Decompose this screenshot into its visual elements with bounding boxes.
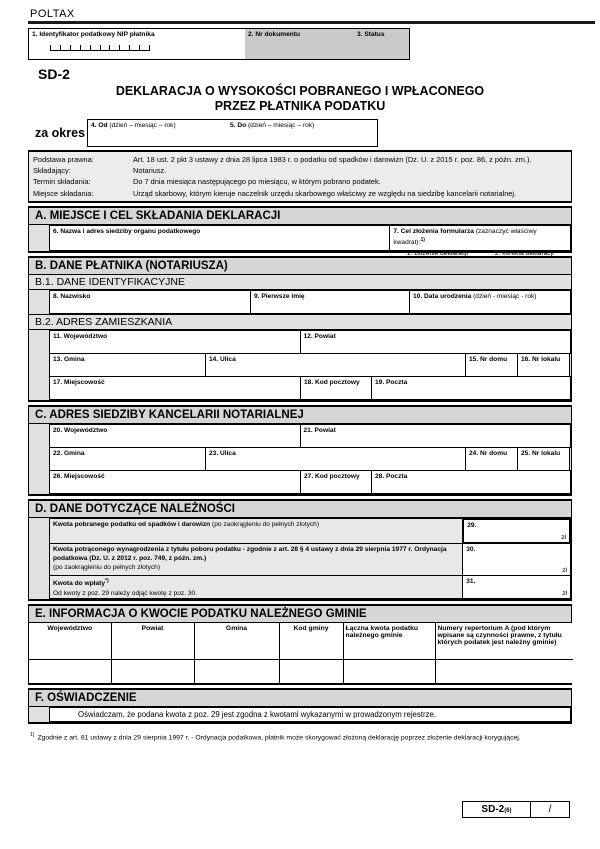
office-county-field[interactable]: [300, 424, 571, 448]
form-title-line1: DEKLARACJA O WYSOKOŚCI POBRANEGO I WPŁACONEGO: [115, 84, 485, 98]
nip-field[interactable]: [29, 29, 246, 59]
header-rule: [28, 21, 595, 24]
legal-basis-box: [28, 150, 572, 204]
amount-collected-unit: zł: [561, 534, 566, 542]
nip-field-label: 1. Identyfikator podatkowy NIP płatnika: [32, 31, 155, 38]
amount-collected-label-cell: [49, 518, 463, 544]
residence-house-number-label: 15. Nr domu: [469, 356, 508, 364]
residence-post-office-label: 19. Poczta: [375, 379, 408, 387]
commune-tax-table: [29, 623, 573, 683]
residence-street-field[interactable]: [205, 353, 466, 377]
residence-commune-field[interactable]: [49, 353, 206, 377]
office-commune-field[interactable]: [49, 447, 206, 471]
office-voivodeship-label: 20. Województwo: [53, 427, 108, 435]
date-to-label: 5. Do: [230, 121, 247, 129]
col-total-tax: Łączna kwota podatku należnego gminie: [343, 623, 435, 659]
remuneration-number: 30.: [466, 546, 476, 554]
section-a: [28, 206, 572, 258]
col-commune: Gmina: [194, 623, 279, 659]
surname-label: 8. Nazwisko: [53, 293, 91, 301]
col-voivodeship: Województwo: [29, 623, 111, 659]
office-flat-number-label: 25. Nr lokalu: [521, 450, 561, 458]
amount-collected-value-field[interactable]: [462, 518, 571, 544]
legal-row: [33, 154, 567, 165]
purpose-hint: (zaznaczyć właściwy kwadrat):: [393, 228, 537, 246]
legal-row: [33, 165, 567, 176]
office-voivodeship-field[interactable]: [49, 424, 301, 448]
poltax-label: POLTAX: [30, 8, 75, 20]
section-f-title: F. OŚWIADCZENIE: [29, 690, 571, 707]
date-from-hint: (dzień – miesiąc – rok): [109, 121, 176, 129]
residence-county-label: 12. Powiat: [303, 333, 336, 341]
amount-payable-hint: Od kwoty z poz. 29 należy odjąć kwotę z poz. 30.: [53, 589, 198, 597]
footer-form-code: SD-2(6): [463, 802, 531, 817]
residence-postal-code-field[interactable]: [300, 376, 372, 400]
office-house-number-field[interactable]: [465, 447, 518, 471]
office-city-label: 26. Miejscowość: [53, 473, 105, 481]
col-repertory-numbers: Numery repertorium A (pod którym wpisane są czynności prawne, z tytułu których podatek jest należny gminie): [435, 623, 573, 659]
amount-payable-footnote-ref: *): [105, 578, 109, 585]
table-header-row: [29, 623, 573, 659]
amount-payable-label-cell: [49, 575, 463, 599]
section-e: [28, 604, 572, 685]
office-post-office-field[interactable]: [371, 470, 571, 494]
section-a-title: A. MIEJSCE I CEL SKŁADANIA DEKLARACJI: [29, 208, 571, 225]
surname-field[interactable]: [49, 290, 251, 314]
section-b1-title: B.1. DANE IDENTYFIKACYJNE: [29, 275, 571, 290]
section-b-title: B. DANE PŁATNIKA (NOTARIUSZA): [29, 258, 571, 275]
office-postal-code-label: 27. Kod pocztowy: [304, 473, 360, 481]
office-flat-number-field[interactable]: [517, 447, 570, 471]
form-title-line2: PRZEZ PŁATNIKA PODATKU: [214, 99, 386, 114]
section-d: [28, 499, 572, 601]
table-data-row: [29, 659, 573, 683]
date-to-hint: (dzień – miesiąc – rok): [247, 121, 315, 129]
residence-voivodeship-field[interactable]: [49, 330, 301, 354]
footnote: [28, 732, 572, 743]
first-name-field[interactable]: [250, 290, 410, 314]
legal-text: Notariusz.: [133, 165, 167, 175]
cell-commune-code[interactable]: [279, 659, 343, 683]
footer-page-number: /: [548, 804, 552, 815]
remuneration-hint: (po zaokrągleniu do pełnych złotych): [53, 563, 161, 571]
section-e-title: E. INFORMACJA O KWOCIE PODATKU NALEŻNEGO GMINIE: [29, 606, 571, 623]
cell-total-tax[interactable]: [343, 659, 435, 683]
purpose-footnote-ref: 1): [420, 236, 425, 243]
footnote-ref: 1): [30, 732, 35, 739]
birth-date-hint: (dzień - miesiąc - rok): [473, 293, 537, 301]
option-correction[interactable]: 2. korekta deklaracji: [494, 250, 554, 258]
col-county: Powiat: [111, 623, 194, 659]
legal-row: [33, 176, 567, 187]
residence-county-field[interactable]: [300, 330, 571, 354]
amount-collected-label: Kwota pobranego podatku od spadków i darowizn: [53, 521, 211, 529]
legal-text: Art. 18 ust. 2 pkt 3 ustawy z dnia 28 lipca 1983 r. o podatku od spadków i darowizn (Dz. U. z 2015 r. poz. 86, z późn. zm.).: [133, 154, 532, 164]
status-label: 3. Status: [357, 31, 385, 38]
office-street-label: 23. Ulica: [209, 450, 236, 458]
footer-form-version: (6): [504, 808, 512, 814]
residence-street-label: 14. Ulica: [209, 356, 236, 364]
office-city-field[interactable]: [49, 470, 301, 494]
residence-flat-number-label: 16. Nr lokalu: [521, 356, 561, 364]
purpose-field: [389, 225, 571, 258]
nip-comb-ticks[interactable]: [50, 45, 150, 51]
option-declaration[interactable]: 1. złożenie deklaracji: [406, 250, 468, 258]
tax-office-field[interactable]: [49, 225, 390, 251]
legal-label: Składający:: [33, 165, 71, 175]
residence-city-field[interactable]: [49, 376, 301, 400]
footnote-text: Zgodnie z art. 81 ustawy z dnia 29 sierpnia 1997 r. - Ordynacja podatkowa, płatnik może skorygować złożoną deklarację poprzez złożenie deklaracji korygującej.: [37, 734, 521, 742]
office-house-number-label: 24. Nr domu: [469, 450, 508, 458]
date-from-label: 4. Od: [91, 121, 108, 129]
cell-county[interactable]: [111, 659, 194, 683]
remuneration-value-field[interactable]: [462, 543, 571, 576]
remuneration-label-cell: [49, 543, 463, 576]
section-b: [28, 256, 572, 402]
office-street-field[interactable]: [205, 447, 466, 471]
office-commune-label: 22. Gmina: [53, 450, 85, 458]
remuneration-label: Kwota potrąconego wynagrodzenia z tytułu poboru podatku - zgodnie z art. 28 § 4 ustawy z dnia 29 sierpnia 1977 r. Ordynacja podatkowa (Dz. U. z 2012 r. poz. 749, z późn. zm.): [53, 546, 447, 562]
date-from-field[interactable]: [88, 120, 228, 146]
doc-number-label: 2. Nr dokumentu: [248, 31, 301, 38]
section-c: [28, 405, 572, 496]
legal-label: Miejsce składania:: [33, 188, 94, 198]
first-name-label: 9. Pierwsze imię: [254, 293, 305, 301]
date-to-field[interactable]: [227, 120, 377, 146]
doc-number-field: [245, 29, 355, 59]
residence-voivodeship-label: 11. Województwo: [53, 333, 108, 341]
residence-house-number-field[interactable]: [465, 353, 518, 377]
section-b2-title: B.2. ADRES ZAMIESZKANIA: [29, 314, 571, 330]
office-postal-code-field[interactable]: [300, 470, 372, 494]
amount-collected-hint: (po zaokrągleniu do pełnych złotych): [212, 521, 320, 529]
legal-text: Urząd skarbowy, którym kieruje naczelnik urzędu skarbowego właściwy ze względu na siedzibę kancelarii notarialnej.: [133, 188, 517, 198]
amount-payable-value-field[interactable]: [462, 575, 571, 599]
remuneration-unit: zł: [562, 567, 567, 575]
legal-label: Termin składania:: [33, 177, 91, 187]
form-code: SD-2: [38, 66, 70, 82]
legal-row: [33, 188, 567, 199]
legal-text: Do 7 dnia miesiąca następującego po miesiącu, w którym pobrano podatek.: [133, 177, 381, 187]
amount-collected-number: 29.: [467, 522, 477, 530]
period-row: [28, 119, 572, 147]
legal-label: Podstawa prawna:: [33, 154, 94, 164]
amount-payable-number: 31.: [466, 578, 476, 586]
cell-commune[interactable]: [194, 659, 279, 683]
section-f: [28, 688, 572, 724]
cell-repertory-numbers[interactable]: [435, 659, 573, 683]
tax-office-label: 6. Nazwa i adres siedziby organu podatkowego: [53, 228, 201, 236]
purpose-label: 7. Cel złożenia formularza: [393, 228, 474, 236]
col-commune-code: Kod gminy: [279, 623, 343, 659]
id-header-box: [28, 28, 410, 60]
residence-commune-label: 13. Gmina: [53, 356, 85, 364]
cell-voivodeship[interactable]: [29, 659, 111, 683]
section-a-content: [29, 225, 571, 258]
residence-postal-code-label: 18. Kod pocztowy: [304, 379, 360, 387]
period-box: [87, 119, 378, 147]
residence-flat-number-field[interactable]: [517, 353, 570, 377]
amount-payable-label: Kwota do wpłaty: [53, 580, 106, 588]
section-d-title: D. DANE DOTYCZĄCE NALEŻNOŚCI: [29, 501, 571, 518]
statement-box: [49, 707, 571, 722]
section-c-title: C. ADRES SIEDZIBY KANCELARII NOTARIALNEJ: [29, 407, 571, 424]
residence-city-label: 17. Miejscowość: [53, 379, 105, 387]
amount-payable-unit: zł: [562, 590, 567, 598]
birth-date-field[interactable]: [409, 290, 571, 314]
period-label: za okres: [35, 125, 86, 140]
status-field: [354, 29, 409, 59]
office-county-label: 21. Powiat: [303, 427, 336, 435]
office-post-office-label: 28. Poczta: [375, 473, 408, 481]
birth-date-label: 10. Data urodzenia: [413, 293, 472, 301]
statement-text: Oświadczam, że podana kwota z poz. 29 jest zgodna z kwotami wykazanymi w prowadzonym rejestrze.: [78, 710, 436, 720]
residence-post-office-field[interactable]: [371, 376, 571, 400]
form-footer: [462, 801, 570, 818]
